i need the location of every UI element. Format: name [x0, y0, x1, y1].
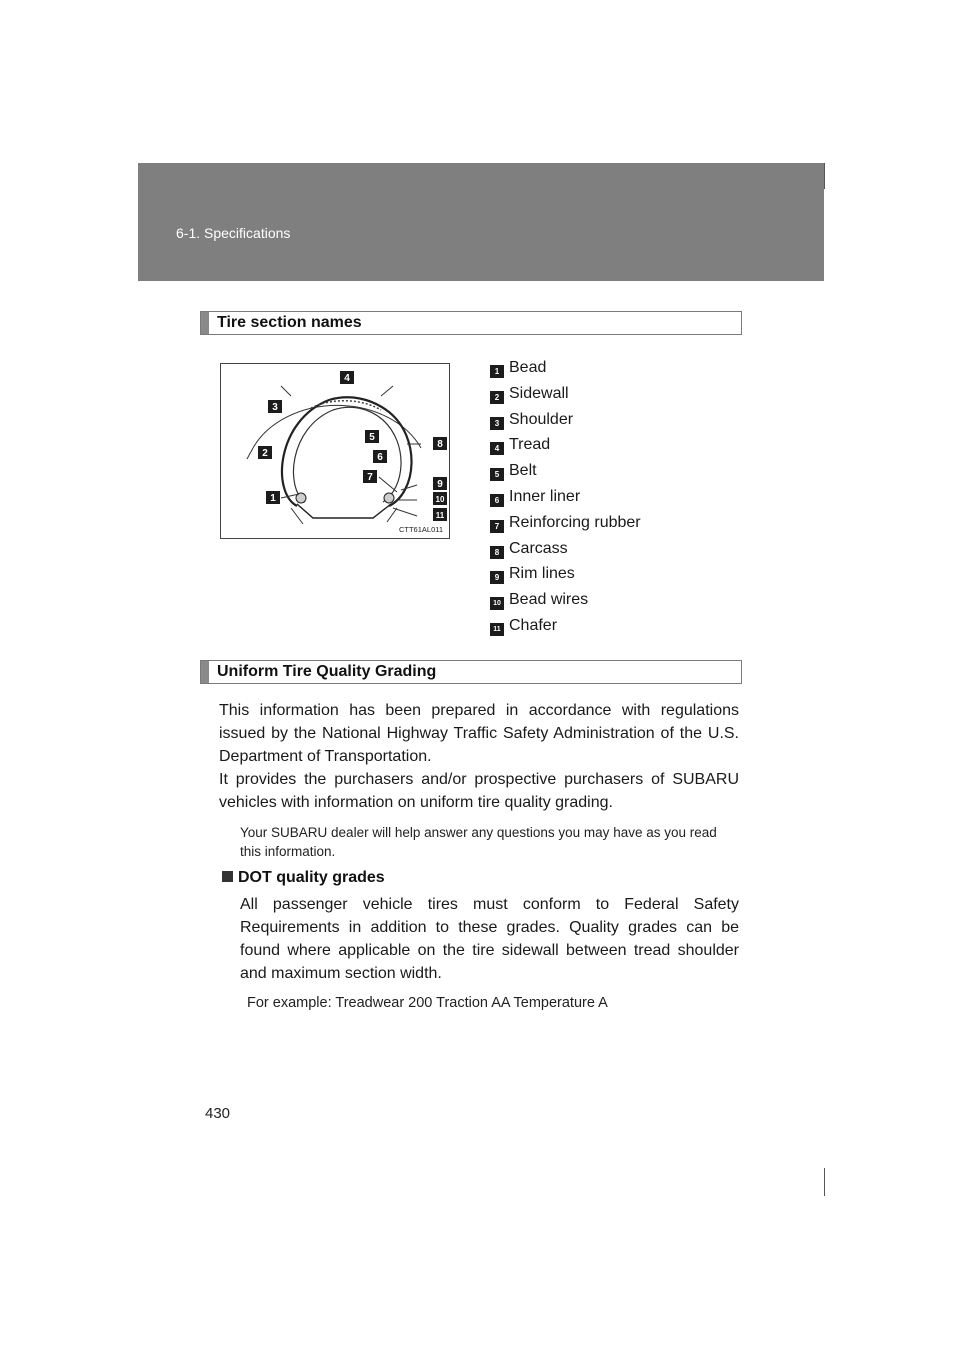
callout-4: 4: [344, 373, 350, 384]
section-title-bar-utqg: [200, 660, 742, 684]
section-header: 6-1. Specifications: [176, 225, 291, 241]
callout-8: 8: [437, 439, 443, 450]
callout-7: 7: [367, 472, 373, 483]
callout-10: 10: [435, 495, 445, 504]
header-band: [138, 163, 824, 281]
paragraph-purchasers: It provides the purchasers and/or prospective purchasers of SUBARU vehicles with information on uniform tire quality grading.: [219, 771, 739, 811]
note-dealer: Your SUBARU dealer will help answer any questions you may have as you read this information.: [240, 825, 717, 859]
callout-9: 9: [437, 479, 443, 490]
callout-11: 11: [435, 511, 445, 520]
page-number: 430: [205, 1105, 231, 1122]
example-grades: For example: Treadwear 200 Traction AA Temperature A: [247, 995, 608, 1011]
edge-tick-bottom: [824, 1168, 825, 1196]
paragraph-regulations: This information has been prepared in accordance with regulations issued by the National Highway Traffic Safety Administration of the U.S. Department of Transportation.: [219, 702, 739, 765]
tire-cross-section-illustration: [221, 364, 449, 538]
edge-tick-top: [824, 163, 825, 189]
section-title-bar-tire-names: [200, 311, 742, 335]
callout-6: 6: [377, 452, 383, 463]
figure-code: CTT61AL011: [398, 525, 444, 534]
callout-5: 5: [369, 432, 375, 443]
bullet-square-icon: [222, 871, 233, 882]
subheading-dot-grades: DOT quality grades: [222, 869, 385, 887]
paragraph-dot-grades: All passenger vehicle tires must conform to Federal Safety Requirements in addition to these grades. Quality grades can be found where applicable on the tire sidewall between tread shoulder and maximum section width.: [240, 896, 739, 982]
callout-3: 3: [272, 402, 278, 413]
callout-2: 2: [262, 448, 268, 459]
section-title: Tire section names: [217, 314, 362, 331]
callout-1: 1: [270, 493, 276, 504]
tire-section-diagram: [220, 363, 450, 539]
section-title: Uniform Tire Quality Grading: [217, 663, 437, 680]
